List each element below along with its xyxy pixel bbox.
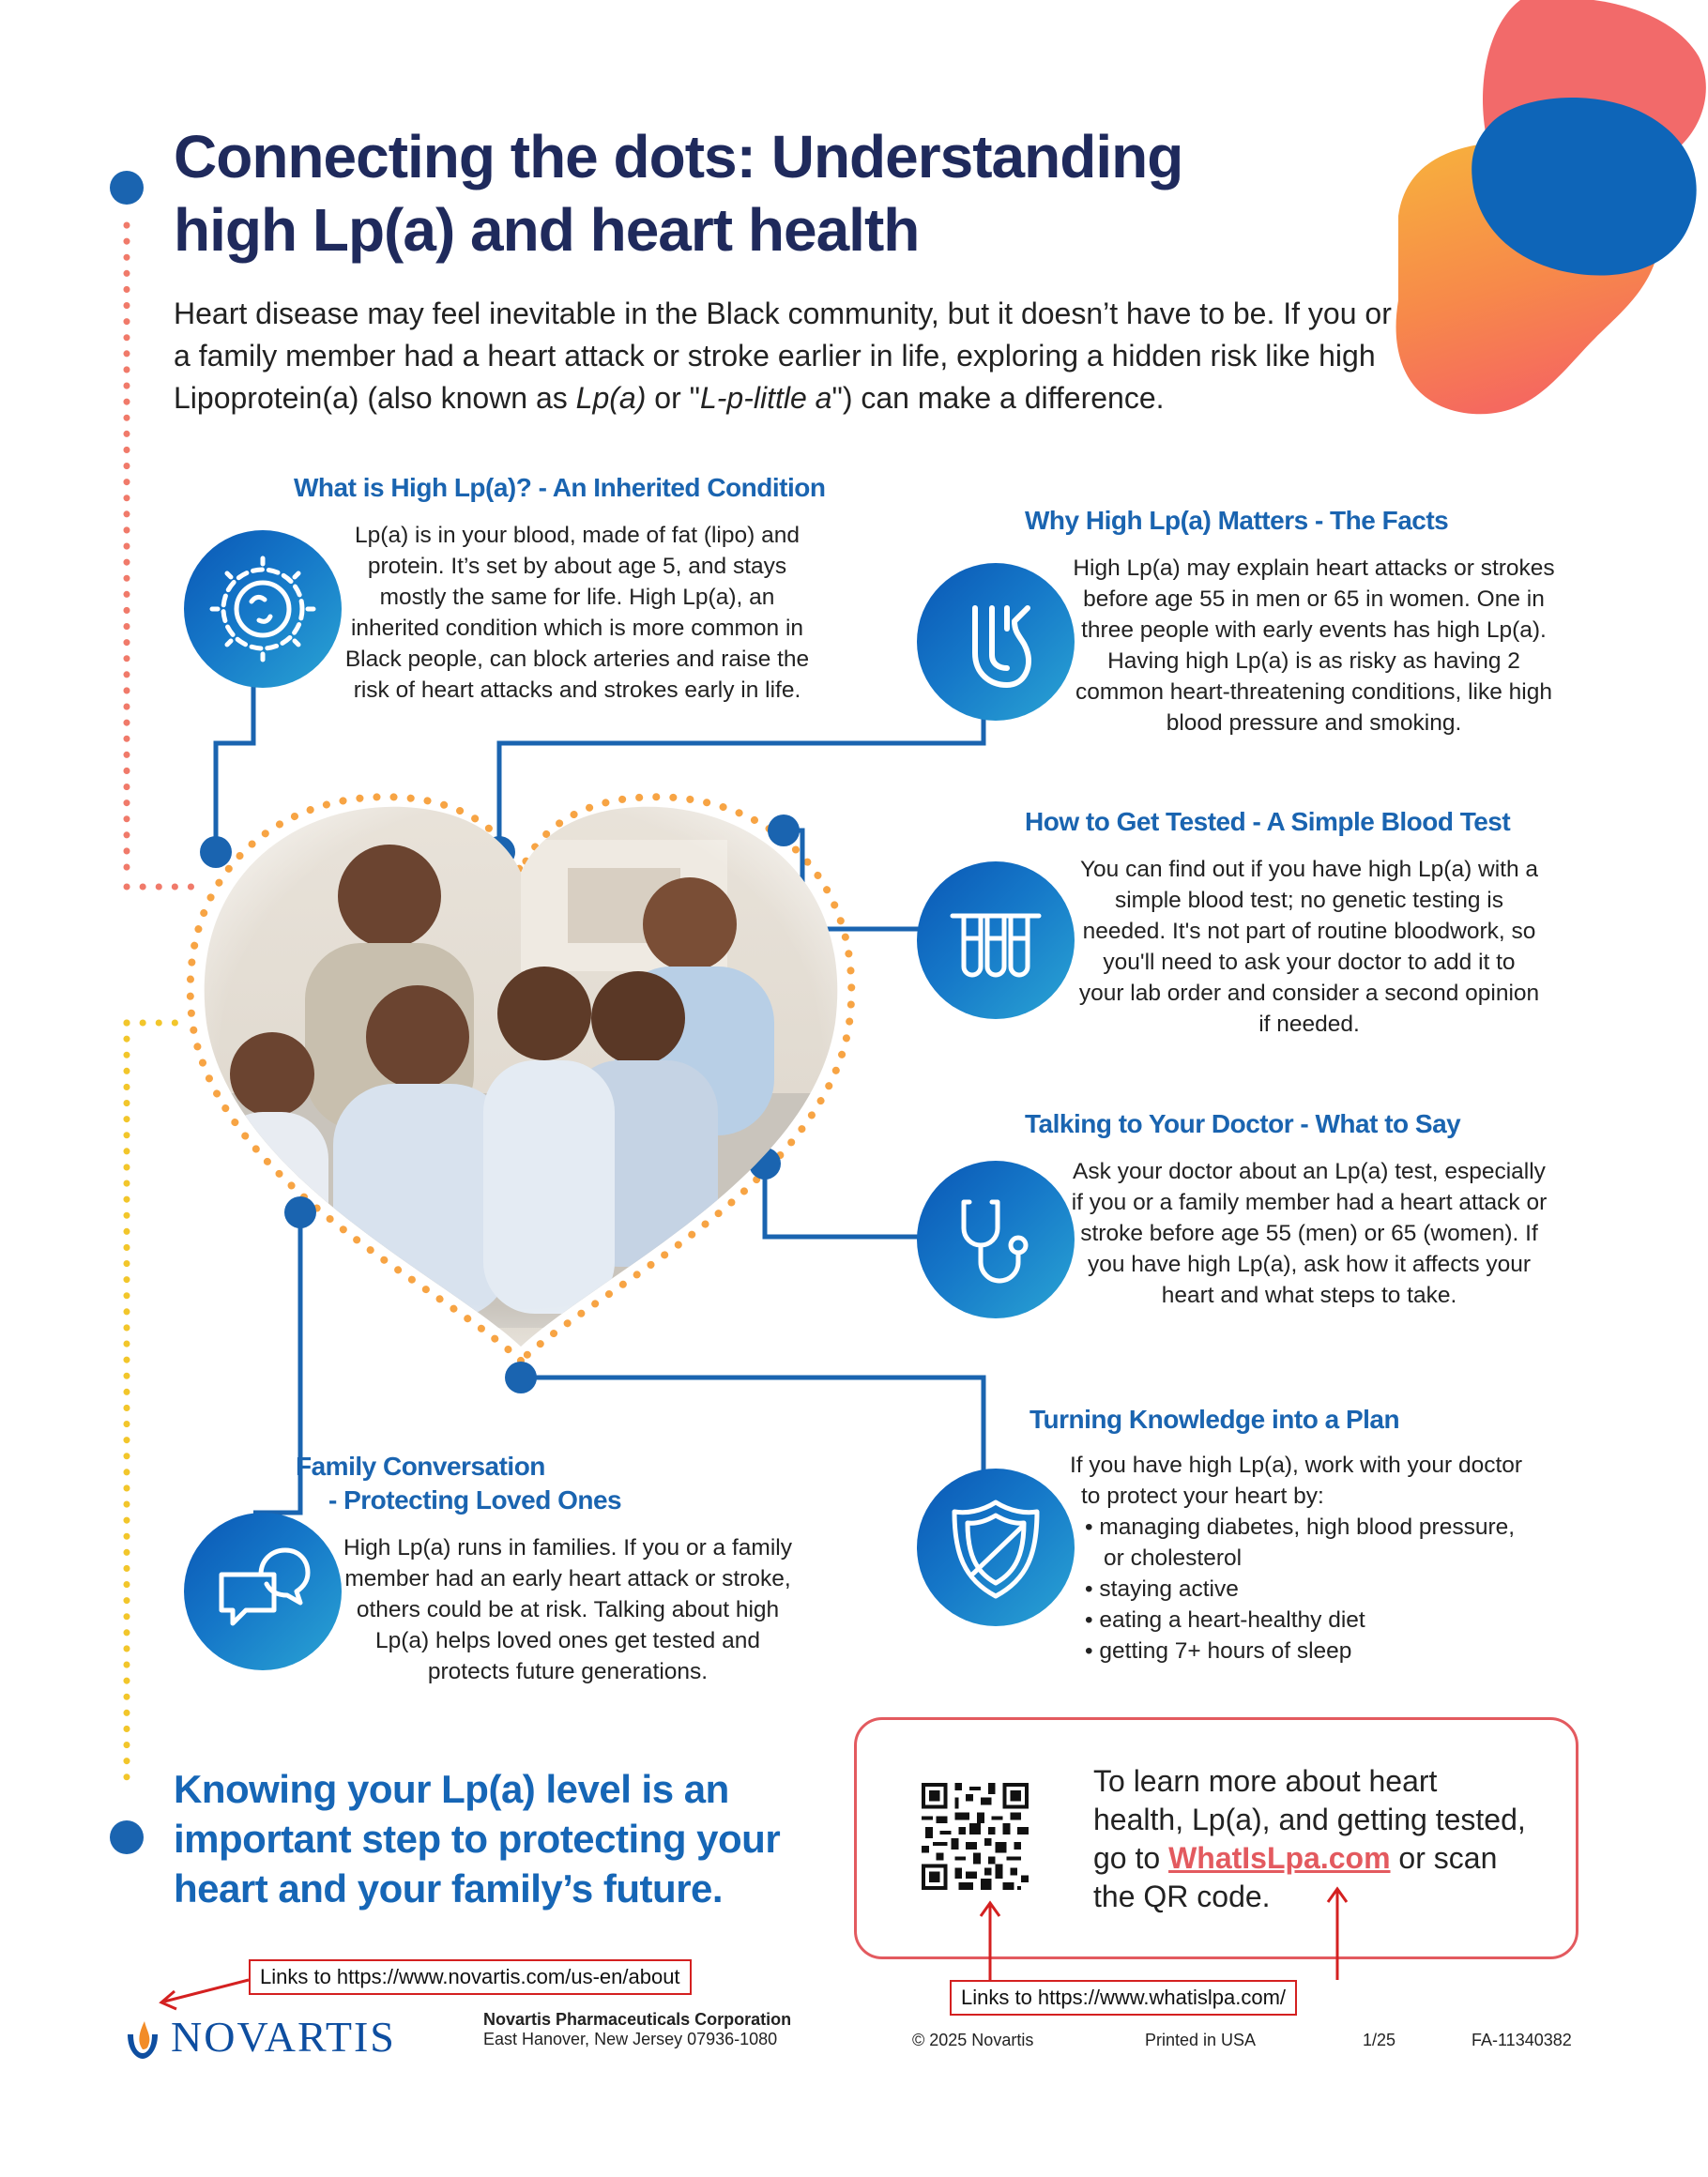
list-item: • staying active [1085,1576,1239,1602]
body-line: member had an early heart attack or stroke, [344,1566,791,1591]
list-item: • managing diabetes, high blood pressure, [1085,1515,1516,1540]
title-line-1: Connecting the dots: Understanding [174,123,1183,190]
body-line: your lab order and consider a second opinion [1078,981,1540,1006]
section-plan-title: Turning Knowledge into a Plan [1029,1405,1400,1434]
body-line: stroke before age 55 (men) or 65 (women). If [1080,1221,1538,1246]
section-facts-title: Why High Lp(a) Matters - The Facts [1025,506,1449,535]
page-title [174,120,1281,266]
section-inherited-title: What is High Lp(a)? - An Inherited Condition [294,473,826,502]
cta-text-pre: go to [1093,1841,1169,1875]
body-line: before age 55 in men or 65 in women. One in [1083,586,1545,612]
section-plan-body [1070,1450,1595,1667]
section-family-body [300,1532,835,1687]
body-line: If you have high Lp(a), work with your doctor [1070,1453,1523,1478]
body-line: if needed. [1258,1012,1360,1037]
body-line: to protect your heart by: [1081,1484,1324,1509]
conclusion-line: heart and your family’s future. [174,1866,724,1911]
shield-icon [917,1469,1075,1626]
body-line: protects future generations. [427,1659,709,1684]
intro-text-3: ") can make a difference. [831,381,1165,415]
conclusion-line: important step to protecting your [174,1817,781,1861]
body-line: common heart-threatening conditions, like high [1075,679,1552,705]
cta-line: To learn more about heart [1093,1764,1438,1798]
qr-code[interactable] [922,1783,1029,1890]
whatislpa-link[interactable]: WhatIsLpa.com [1168,1841,1391,1875]
printed-in: Printed in USA [1145,2031,1257,2049]
body-line: heart and what steps to take. [1161,1283,1457,1308]
company-address: East Hanover, New Jersey 07936-1080 [483,2030,778,2048]
novartis-logo[interactable] [122,2010,394,2066]
body-line: protein. It’s set by about age 5, and stays [367,554,787,579]
body-line: You can find out if you have high Lp(a) with a [1079,857,1539,882]
body-line: three people with early events has high Lp(a). [1081,617,1547,643]
conclusion-line: Knowing your Lp(a) level is an [174,1767,729,1811]
section-tested-title: How to Get Tested - A Simple Blood Test [1025,807,1511,836]
print-date: 1/25 [1363,2031,1396,2049]
body-line: you have high Lp(a), ask how it affects your [1087,1252,1532,1277]
copyright: © 2025 Novartis [912,2031,1034,2049]
section-facts-body [1042,553,1586,738]
section-family-title [296,1450,821,1517]
body-line: others could be at risk. Talking about high [356,1597,780,1622]
document-code: FA-11340382 [1472,2031,1572,2049]
family-title-line-2: - Protecting Loved Ones [328,1485,622,1515]
list-item: • eating a heart-healthy diet [1085,1607,1365,1633]
section-doctor-body [1042,1156,1577,1311]
conclusion-statement [174,1764,831,1913]
cta-line: the QR code. [1093,1880,1271,1913]
body-line: Lp(a) helps loved ones get tested and [375,1628,760,1653]
family-photo [164,784,877,1384]
section-tested-body [1042,854,1577,1040]
section-inherited-body [310,520,845,706]
body-line: Ask your doctor about an Lp(a) test, especially [1073,1159,1546,1184]
body-line: needed. It's not part of routine bloodwork, so [1082,919,1536,944]
body-line: simple blood test; no genetic testing is [1114,888,1503,913]
intro-italic-2: L-p-little a [699,381,832,415]
body-line: Black people, can block arteries and raise the [344,647,810,672]
novartis-link-annotation[interactable]: Links to https://www.novartis.com/us-en/about [249,1959,692,1995]
body-line: risk of heart attacks and strokes early in life. [353,677,801,703]
intro-paragraph [174,293,1394,419]
body-line: mostly the same for life. High Lp(a), an [379,585,775,610]
cta-line: health, Lp(a), and getting tested, [1093,1803,1526,1836]
intro-text-2: or " [646,381,700,415]
body-line: Lp(a) is in your blood, made of fat (lipo) and [355,523,800,548]
intro-italic-1: Lp(a) [575,381,647,415]
body-line: you'll need to ask your doctor to add it to [1103,950,1516,975]
intro-text-1: Heart disease may feel inevitable in the Black community, but it doesn’t have to be. If you or a family member had a heart attack or stroke earlier in life, exploring a hidden risk like high Lipoprotein(a) (also known as [174,297,1392,415]
body-line: blood pressure and smoking. [1166,710,1462,736]
body-line: if you or a family member had a heart attack or [1071,1190,1548,1215]
whatislpa-link-annotation[interactable]: Links to https://www.whatislpa.com/ [950,1980,1297,2016]
title-line-2: high Lp(a) and heart health [174,196,920,264]
cta-line [1093,1839,1544,1878]
body-line: Having high Lp(a) is as risky as having 2 [1107,648,1520,674]
cta-text [1093,1762,1544,1916]
novartis-wordmark: NOVARTIS [171,2013,396,2061]
body-line: inherited condition which is more common in [350,616,804,641]
company-name: Novartis Pharmaceuticals Corporation [483,2010,792,2029]
list-item: • getting 7+ hours of sleep [1085,1638,1352,1664]
family-title-line-1: Family Conversation [296,1452,545,1481]
cta-text-post: or scan [1390,1841,1498,1875]
body-line: High Lp(a) may explain heart attacks or strokes [1073,556,1555,581]
section-doctor-title: Talking to Your Doctor - What to Say [1025,1109,1461,1138]
flame-icon [122,2014,163,2063]
company-info [483,2010,791,2049]
body-line: High Lp(a) runs in families. If you or a family [343,1535,792,1560]
list-item: or cholesterol [1104,1545,1243,1571]
